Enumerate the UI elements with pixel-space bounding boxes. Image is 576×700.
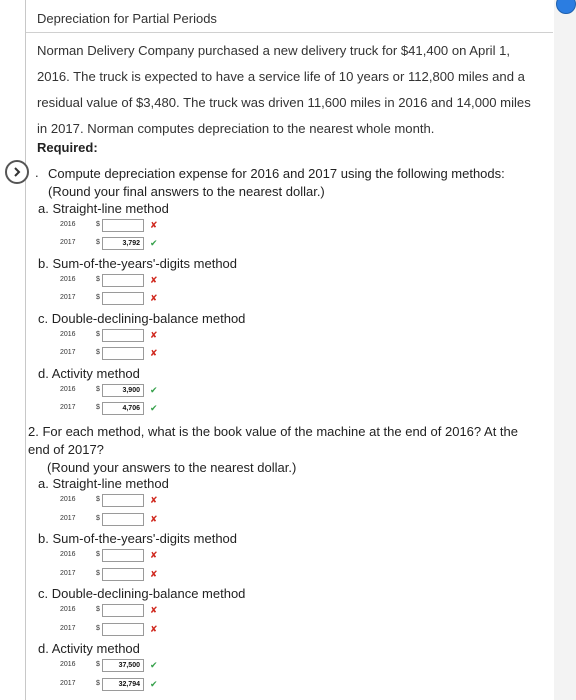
answer-input[interactable]: 3,792 (102, 237, 144, 250)
currency-symbol: $ (96, 606, 100, 613)
year-label: 2016 (60, 221, 76, 228)
year-label: 2017 (60, 239, 76, 246)
question-1-number: . (35, 165, 39, 180)
year-label: 2016 (60, 661, 76, 668)
expand-button[interactable] (5, 160, 29, 184)
answer-input[interactable] (102, 513, 144, 526)
title-divider (26, 32, 553, 33)
check-icon: ✔ (150, 403, 158, 413)
answer-input[interactable] (102, 292, 144, 305)
q2-method-label: c. Double-declining-balance method (38, 586, 246, 601)
cross-icon: ✘ (150, 293, 158, 303)
answer-input[interactable] (102, 219, 144, 232)
year-label: 2017 (60, 404, 76, 411)
year-label: 2016 (60, 496, 76, 503)
currency-symbol: $ (96, 680, 100, 687)
answer-input[interactable] (102, 568, 144, 581)
cross-icon: ✘ (150, 624, 158, 634)
year-label: 2016 (60, 606, 76, 613)
answer-input[interactable] (102, 347, 144, 360)
year-label: 2016 (60, 331, 76, 338)
answer-input[interactable] (102, 623, 144, 636)
year-label: 2016 (60, 386, 76, 393)
currency-symbol: $ (96, 294, 100, 301)
check-icon: ✔ (150, 679, 158, 689)
currency-symbol: $ (96, 276, 100, 283)
q1-method-label: a. Straight-line method (38, 201, 169, 216)
answer-input[interactable]: 4,706 (102, 402, 144, 415)
currency-symbol: $ (96, 349, 100, 356)
answer-input[interactable] (102, 329, 144, 342)
cross-icon: ✘ (150, 550, 158, 560)
q1-method-label: d. Activity method (38, 366, 140, 381)
year-label: 2017 (60, 680, 76, 687)
answer-input[interactable] (102, 549, 144, 562)
question-2-note: (Round your answers to the nearest dollar.) (47, 460, 297, 475)
currency-symbol: $ (96, 661, 100, 668)
currency-symbol: $ (96, 625, 100, 632)
q2-method-label: d. Activity method (38, 641, 140, 656)
year-label: 2017 (60, 294, 76, 301)
required-heading: Required: (37, 140, 98, 155)
cross-icon: ✘ (150, 605, 158, 615)
currency-symbol: $ (96, 331, 100, 338)
check-icon: ✔ (150, 660, 158, 670)
answer-input[interactable] (102, 274, 144, 287)
year-label: 2016 (60, 551, 76, 558)
scrollbar-track[interactable] (554, 0, 576, 700)
cross-icon: ✘ (150, 348, 158, 358)
currency-symbol: $ (96, 570, 100, 577)
q2-method-label: b. Sum-of-the-years'-digits method (38, 531, 238, 546)
cross-icon: ✘ (150, 330, 158, 340)
question-2-text: 2. For each method, what is the book value of the machine at the end of 2016? At the end of 2017? (28, 424, 518, 457)
cross-icon: ✘ (150, 569, 158, 579)
answer-input[interactable] (102, 604, 144, 617)
cross-icon: ✘ (150, 220, 158, 230)
currency-symbol: $ (96, 221, 100, 228)
question-2-block (28, 423, 533, 477)
currency-symbol: $ (96, 496, 100, 503)
cross-icon: ✘ (150, 275, 158, 285)
q2-method-label: a. Straight-line method (38, 476, 169, 491)
check-icon: ✔ (150, 238, 158, 248)
check-icon: ✔ (150, 385, 158, 395)
problem-paragraph: Norman Delivery Company purchased a new delivery truck for $41,400 on April 1, 2016. The truck is expected to have a service life of 10 years or 112,800 miles and a residual value of $3,480. The truck was driven 11,600 miles in 2016 and 14,000 miles in 2017. Norman computes depreciation to the nearest whole month. (37, 43, 531, 136)
year-label: 2016 (60, 276, 76, 283)
answer-input[interactable]: 37,500 (102, 659, 144, 672)
currency-symbol: $ (96, 239, 100, 246)
cross-icon: ✘ (150, 514, 158, 524)
year-label: 2017 (60, 625, 76, 632)
currency-symbol: $ (96, 404, 100, 411)
year-label: 2017 (60, 349, 76, 356)
question-1-text: Compute depreciation expense for 2016 and 2017 using the following methods: (Round your final answers to the nearest dollar.) (48, 166, 505, 199)
answer-input[interactable]: 3,900 (102, 384, 144, 397)
q1-method-label: b. Sum-of-the-years'-digits method (38, 256, 238, 271)
currency-symbol: $ (96, 551, 100, 558)
answer-input[interactable] (102, 494, 144, 507)
chevron-right-icon (11, 166, 23, 178)
year-label: 2017 (60, 570, 76, 577)
page-title: Depreciation for Partial Periods (37, 11, 217, 26)
currency-symbol: $ (96, 515, 100, 522)
cross-icon: ✘ (150, 495, 158, 505)
currency-symbol: $ (96, 386, 100, 393)
answer-input[interactable]: 32,794 (102, 678, 144, 691)
q1-method-label: c. Double-declining-balance method (38, 311, 246, 326)
year-label: 2017 (60, 515, 76, 522)
